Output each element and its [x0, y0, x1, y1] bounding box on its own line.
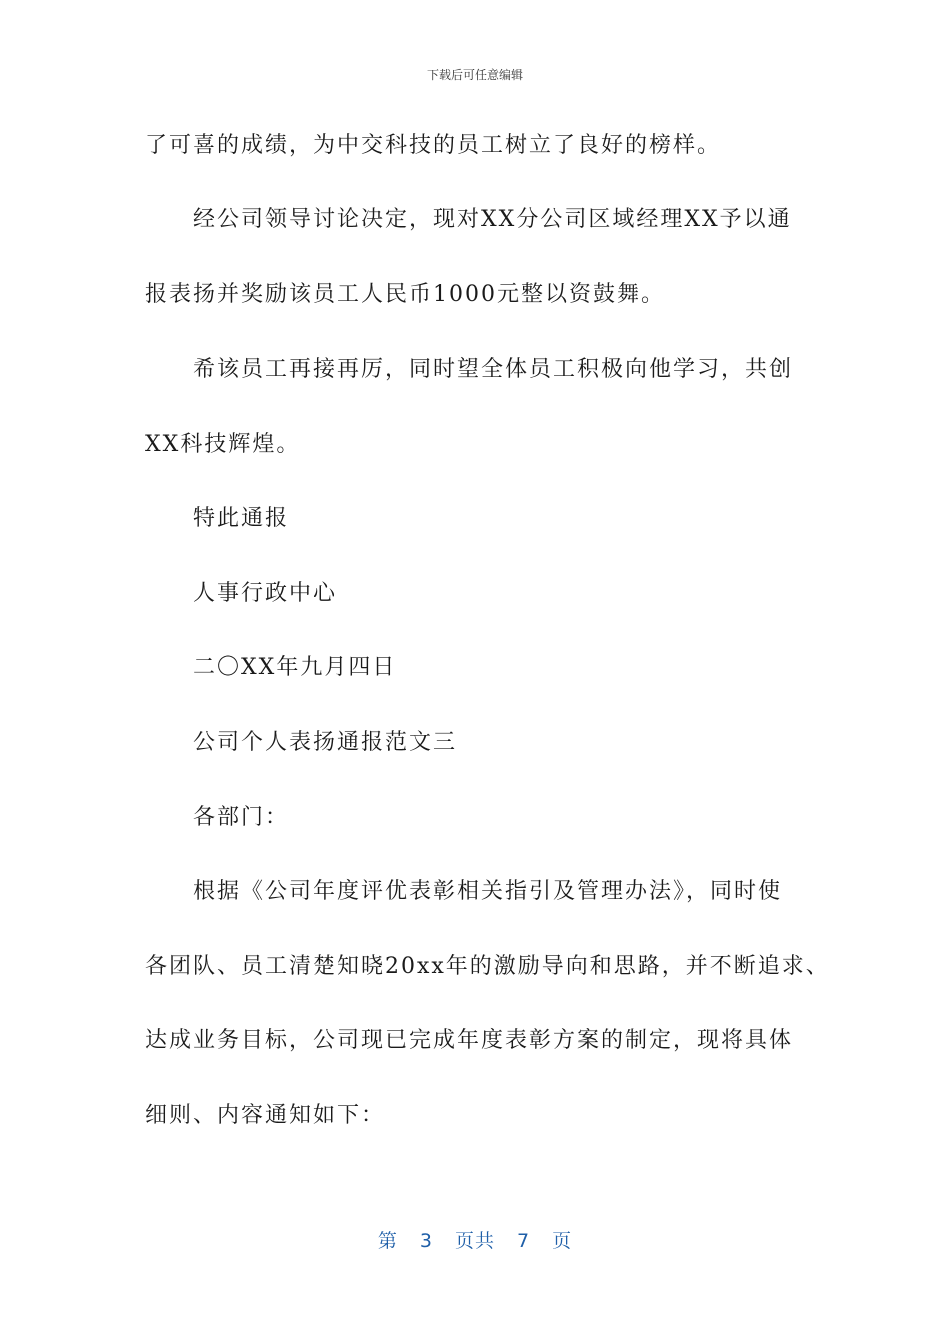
salutation: 各部门：: [193, 805, 290, 830]
body-line-13: 达成业务目标，公司现已完成年度表彰方案的制定，现将具体: [145, 1028, 794, 1053]
body-line-5: XX科技辉煌。: [145, 432, 301, 457]
header-note: 下载后可任意编辑: [426, 68, 523, 82]
footer-middle: 页共: [454, 1230, 495, 1252]
current-page-number: 3: [419, 1230, 433, 1252]
section-title: 公司个人表扬通报范文三: [193, 730, 458, 755]
body-line-3: 报表扬并奖励该员工人民币1000元整以资鼓舞。: [145, 282, 665, 307]
date-line: 二〇XX年九月四日: [193, 655, 397, 680]
footer-suffix: 页: [552, 1230, 573, 1252]
body-line-6: 特此通报: [193, 506, 290, 531]
footer-prefix: 第: [377, 1230, 398, 1252]
body-line-4: 希该员工再接再厉，同时望全体员工积极向他学习，共创: [193, 357, 794, 382]
body-line-2: 经公司领导讨论决定，现对XX分公司区域经理XX予以通: [193, 207, 792, 232]
body-line-7: 人事行政中心: [193, 581, 338, 606]
body-line-11: 根据《公司年度评优表彰相关指引及管理办法》，同时使: [193, 879, 783, 904]
body-line-14: 细则、内容通知如下：: [145, 1103, 386, 1128]
body-line-12: 各团队、员工清楚知晓20xx年的激励导向和思路，并不断追求、: [145, 954, 830, 979]
total-pages-number: 7: [517, 1230, 531, 1252]
page-footer: [0, 1226, 950, 1253]
body-line-1: 了可喜的成绩，为中交科技的员工树立了良好的榜样。: [145, 133, 722, 158]
